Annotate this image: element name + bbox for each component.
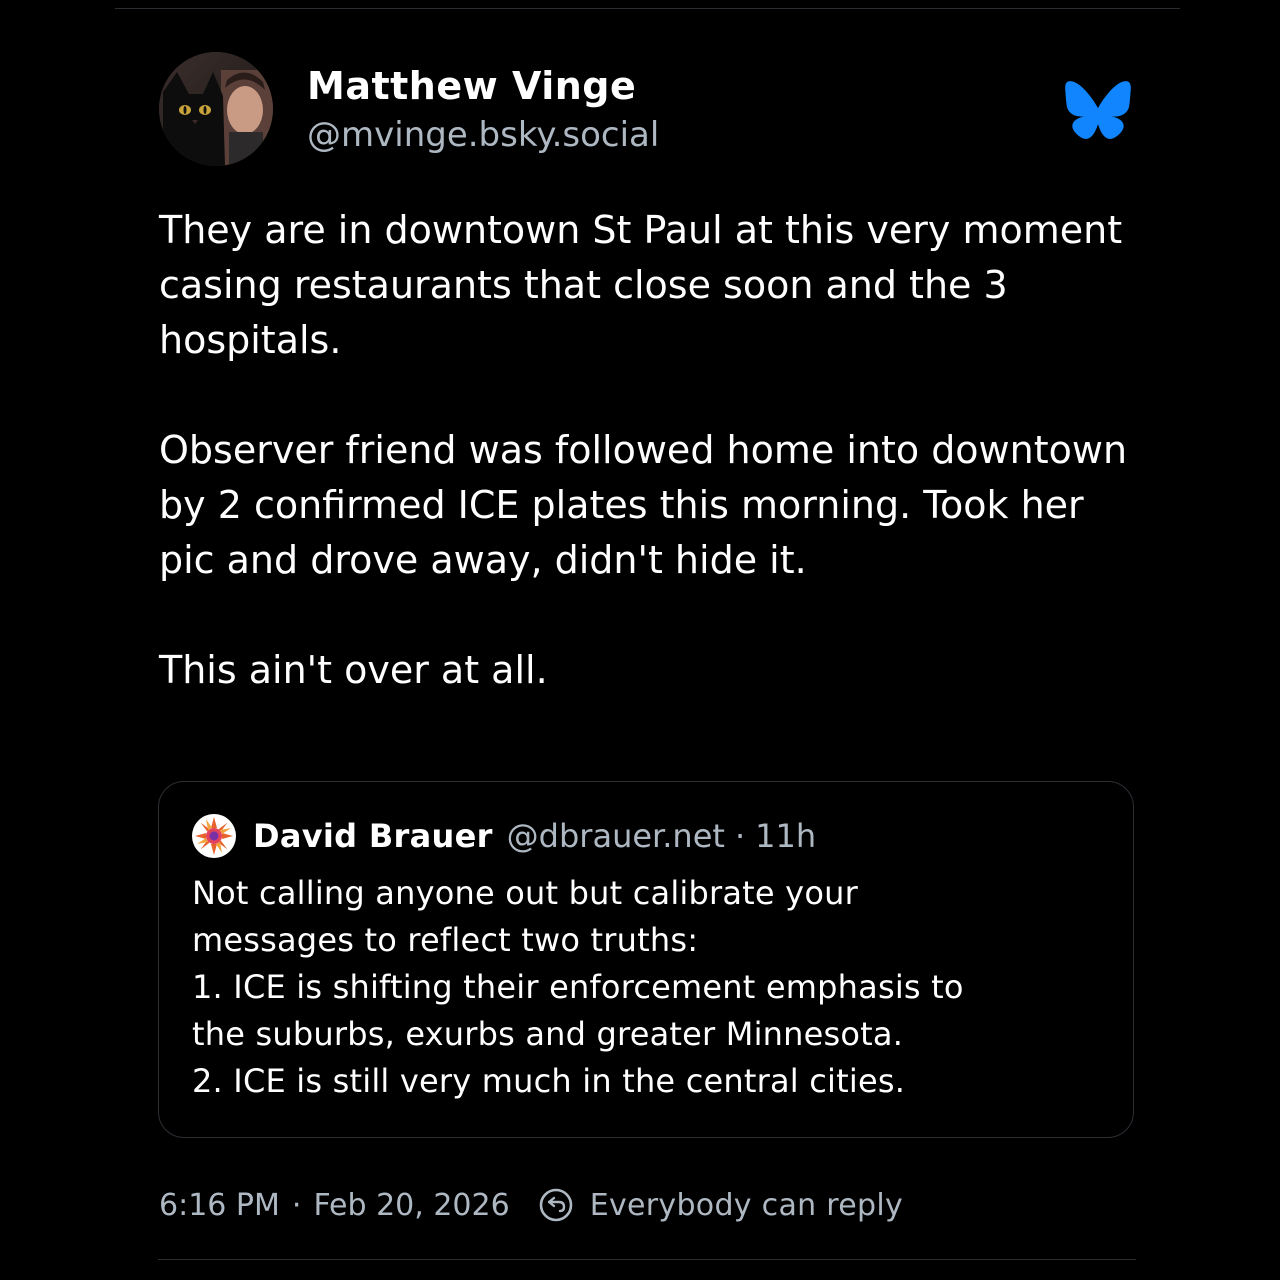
post-paragraph: Observer friend was followed home into downtown by 2 confirmed ICE plates this morning. Took her pic and drove away, didn't hide it. xyxy=(159,428,1128,582)
author-avatar[interactable] xyxy=(159,52,273,166)
quoted-post-age: 11h xyxy=(755,817,817,855)
post-date: Feb 20, 2026 xyxy=(313,1187,510,1223)
bluesky-butterfly-icon[interactable] xyxy=(1064,80,1132,140)
reply-settings-icon[interactable] xyxy=(538,1187,574,1223)
reply-setting-label[interactable]: Everybody can reply xyxy=(589,1187,904,1223)
meta-separator: · xyxy=(291,1187,302,1223)
sun-flower-avatar-icon[interactable] xyxy=(192,814,236,858)
bottom-divider xyxy=(158,1259,1136,1260)
author-handle[interactable]: @mvinge.bsky.social xyxy=(307,115,660,155)
quoted-separator: · xyxy=(734,817,746,855)
quoted-post-text: Not calling anyone out but calibrate your messages to reflect two truths: 1. ICE is shifting their enforcement emphasis to the suburbs, exurbs and greater Minnesota. 2. ICE is still very much in the central cities. xyxy=(192,874,964,1100)
post-paragraph: This ain't over at all. xyxy=(159,648,548,692)
quoted-author-display-name[interactable]: David Brauer xyxy=(253,817,493,855)
post-text xyxy=(159,203,1149,698)
post-paragraph: They are in downtown St Paul at this very moment casing restaurants that close soon and the 3 hospitals. xyxy=(159,208,1123,362)
post-time: 6:16 PM xyxy=(159,1187,280,1223)
quoted-post-header xyxy=(192,814,816,858)
post-meta-row xyxy=(159,1183,903,1227)
author-display-name[interactable]: Matthew Vinge xyxy=(307,64,637,108)
quoted-post-card[interactable] xyxy=(158,781,1134,1138)
avatar-image xyxy=(159,52,273,166)
top-divider xyxy=(115,8,1180,9)
quoted-author-handle[interactable]: @dbrauer.net xyxy=(506,817,725,855)
